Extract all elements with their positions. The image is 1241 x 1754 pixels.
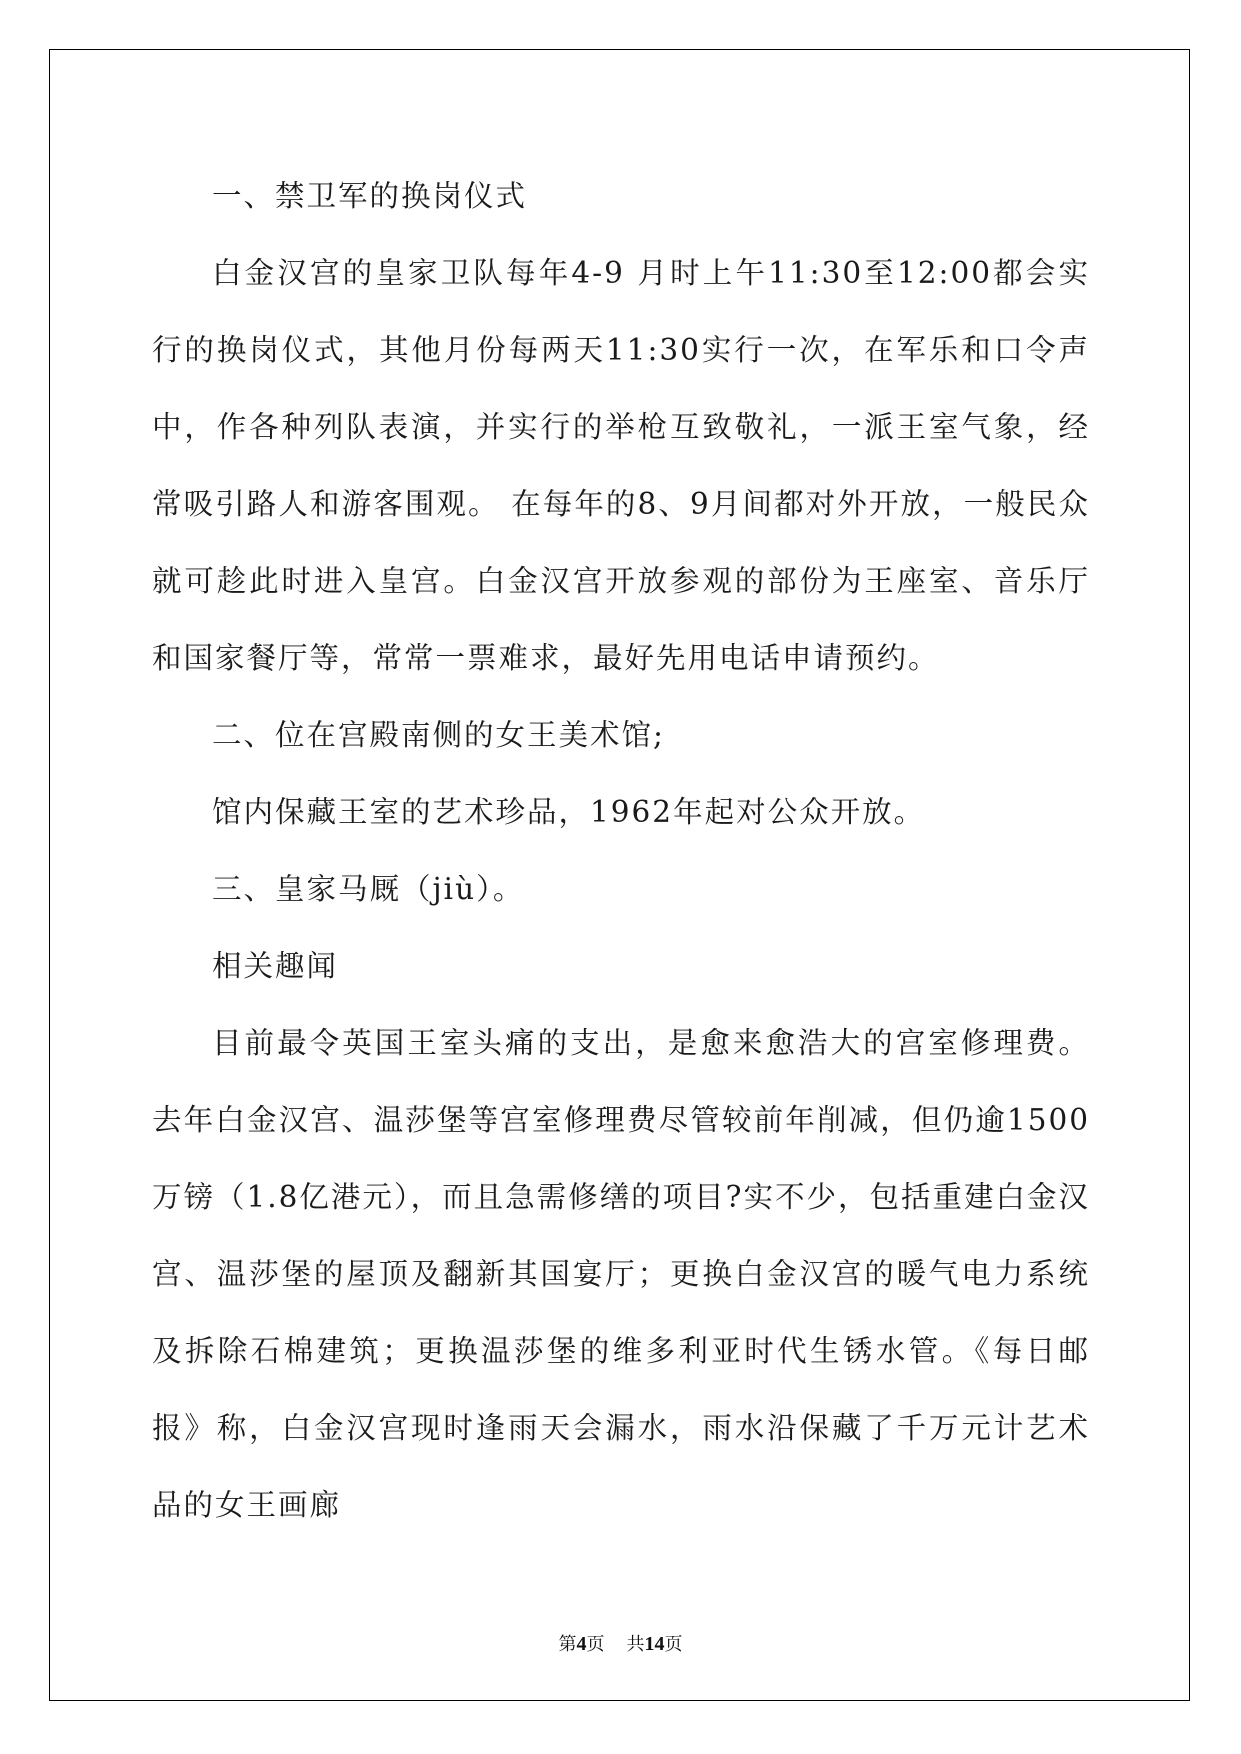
- section-heading-trivia: 相关趣闻: [212, 949, 339, 983]
- section-heading-royal-mews: 三、皇家马厩（jiù）。: [212, 872, 525, 906]
- page-suffix: 页: [586, 1634, 605, 1655]
- section-heading-changing-guard: 一、禁卫军的换岗仪式: [212, 179, 528, 213]
- page-prefix: 第: [558, 1634, 577, 1655]
- paragraph-trivia: 目前最令英国王室头痛的支出，是愈来愈浩大的宫室修理费。去年白金汉宫、温莎堡等宫室修理费尽管较前年削减，但仍逾1500万镑（1.8亿港元），而且急需修缮的项目?实不少，包括重建白金汉宫、温莎堡的屋顶及翻新其国宴厅；更换白金汉宫的暖气电力系统及拆除石棉建筑；更换温莎堡的维多利亚时代生锈水管。《每日邮报》称，白金汉宫现时逢雨天会漏水，雨水沿保藏了千万元计艺术品的女王画廊: [152, 1026, 1090, 1522]
- total-prefix: 共: [626, 1634, 645, 1655]
- total-suffix: 页: [664, 1634, 683, 1655]
- document-body: [152, 158, 1090, 1544]
- paragraph-queens-gallery: 馆内保藏王室的艺术珍品，1962年起对公众开放。: [212, 795, 926, 829]
- section-heading-queens-gallery: 二、位在宫殿南侧的女王美术馆;: [212, 718, 665, 752]
- page-number: 4: [576, 1633, 587, 1655]
- paragraph-changing-guard: 白金汉宫的皇家卫队每年4-9 月时上午11:30至12:00都会实行的换岗仪式，其他月份每两天11:30实行一次，在军乐和口令声中，作各种列队表演，并实行的举枪互致敬礼，一派王室气象，经常吸引路人和游客围观。 在每年的8、9月间都对外开放，一般民众就可趁此时进入皇宫。白金汉宫开放参观的部份为王座室、音乐厅和国家餐厅等，常常一票难求，最好先用电话申请预约。: [152, 256, 1090, 675]
- page-footer: [0, 1630, 1241, 1656]
- total-pages: 14: [644, 1633, 665, 1655]
